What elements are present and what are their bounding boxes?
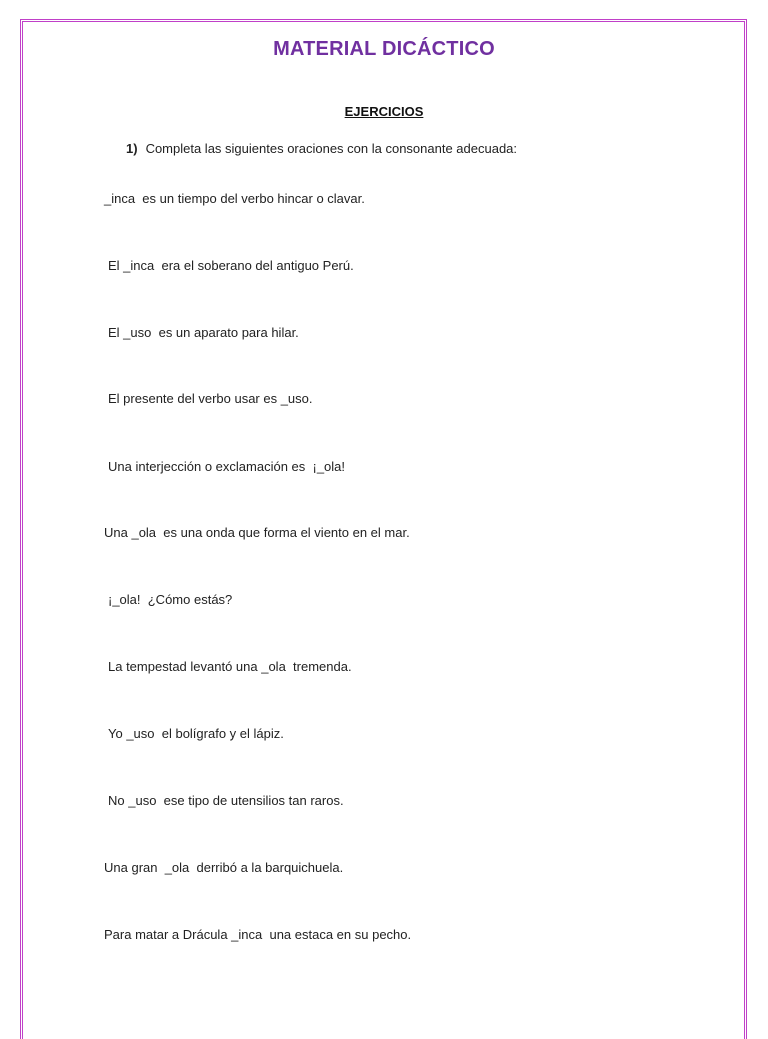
exercise-sentence: No _uso ese tipo de utensilios tan raros. <box>108 793 344 808</box>
section-heading: EJERCICIOS <box>344 104 424 119</box>
exercise-sentence: El _inca era el soberano del antiguo Perú. <box>108 258 354 273</box>
exercise-sentence: Yo _uso el bolígrafo y el lápiz. <box>108 726 284 741</box>
exercise-sentence: Una gran _ola derribó a la barquichuela. <box>104 860 344 875</box>
exercise-sentence: Una _ola es una onda que forma el viento en el mar. <box>104 525 410 540</box>
exercise-sentence: _inca es un tiempo del verbo hincar o clavar. <box>104 191 365 206</box>
exercise-sentence: ¡_ola! ¿Cómo estás? <box>108 592 233 607</box>
exercise-instruction-text: Completa las siguientes oraciones con la consonante adecuada: <box>145 141 518 156</box>
exercise-sentence: El _uso es un aparato para hilar. <box>108 325 299 340</box>
document-title: MATERIAL DICÁCTICO <box>273 38 495 60</box>
exercise-sentence: Una interjección o exclamación es ¡_ola! <box>108 459 346 474</box>
exercise-number: 1) <box>126 141 138 156</box>
exercise-instruction <box>126 141 517 156</box>
exercise-sentence: Para matar a Drácula _inca una estaca en su pecho. <box>104 927 412 942</box>
exercise-sentence: La tempestad levantó una _ola tremenda. <box>108 659 352 674</box>
exercise-sentence: El presente del verbo usar es _uso. <box>108 391 313 406</box>
